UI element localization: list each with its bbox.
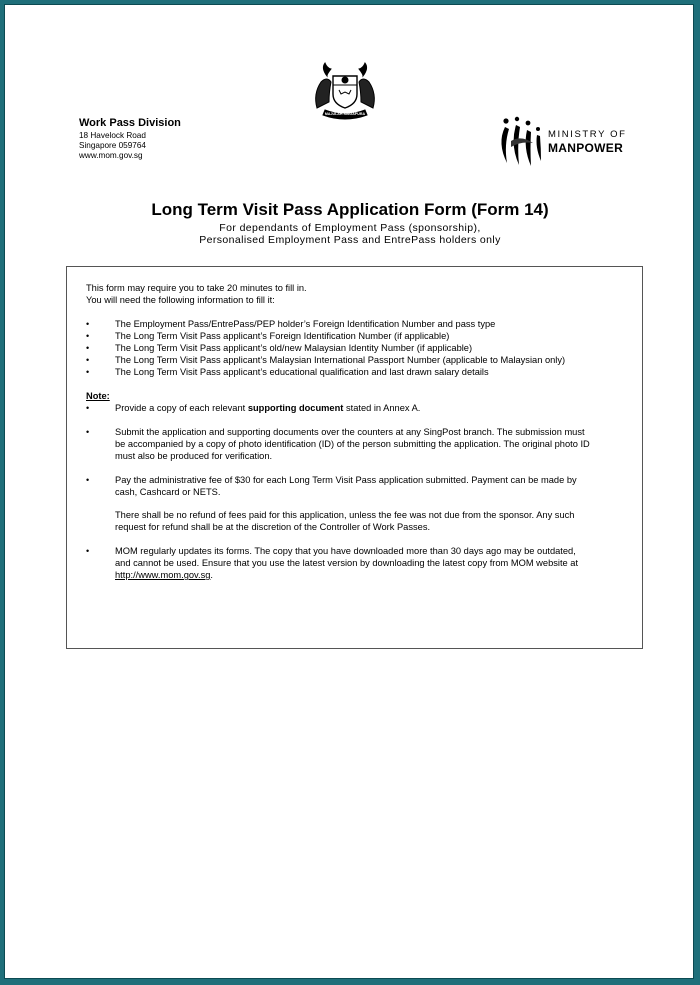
ministry-line2: MANPOWER: [548, 141, 624, 155]
bullet: •: [86, 367, 90, 377]
note-item: cash, Cashcard or NETS.: [115, 487, 221, 497]
crest-motto: MAJULAH SINGAPURA: [324, 112, 366, 116]
intro-text: You will need the following information to fill it:: [86, 295, 275, 305]
form-title: Long Term Visit Pass Application Form (Form 14): [151, 200, 549, 219]
bullet: •: [86, 403, 90, 413]
address-block: [79, 117, 181, 161]
bullet: •: [86, 546, 90, 556]
note-item: and cannot be used. Ensure that you use the latest version by downloading the latest copy from MOM website at: [115, 558, 579, 568]
form-subtitle: For dependants of Employment Pass (sponsorship),: [219, 222, 481, 234]
address-line: 18 Havelock Road: [79, 131, 146, 140]
list-item: The Long Term Visit Pass applicant’s Malaysian International Passport Number (applicable to Malaysian only): [115, 355, 566, 365]
form-subtitle: Personalised Employment Pass and EntrePass holders only: [199, 234, 501, 246]
note-text: .: [210, 570, 214, 580]
bullet: •: [86, 319, 90, 329]
ministry-name: [548, 129, 626, 155]
supporting-document-emphasis: supporting document: [247, 403, 344, 413]
note-item: be accompanied by a copy of photo identification (ID) of the person submitting the application. The original photo ID: [115, 439, 590, 449]
list-item: The Long Term Visit Pass applicant’s educational qualification and last drawn salary details: [115, 367, 489, 377]
note-item: must also be produced for verification.: [115, 451, 273, 461]
bullet: •: [86, 343, 90, 353]
bullet: •: [86, 331, 90, 341]
coat-of-arms-icon: [303, 62, 387, 120]
address-line: Singapore 059764: [79, 141, 146, 150]
address-line: www.mom.gov.sg: [79, 151, 143, 160]
note-item: request for refund shall be at the discretion of the Controller of Work Passes.: [115, 522, 431, 532]
list-item: The Employment Pass/EntrePass/PEP holder’s Foreign Identification Number and pass type: [115, 319, 496, 329]
list-item: The Long Term Visit Pass applicant’s old/new Malaysian Identity Number (if applicable): [115, 343, 473, 353]
ministry-line1: MINISTRY OF: [548, 129, 627, 140]
list-item: The Long Term Visit Pass applicant’s Foreign Identification Number (if applicable): [115, 331, 450, 341]
bullet: •: [86, 475, 90, 485]
mom-website-link[interactable]: http://www.mom.gov.sg: [115, 570, 211, 580]
bullet: •: [86, 427, 90, 437]
note-label: Note:: [86, 391, 110, 401]
note-item: There shall be no refund of fees paid for this application, unless the fee was not due from the sponsor. Any such: [115, 510, 575, 520]
note-text: stated in Annex A.: [343, 403, 421, 413]
note-text: Provide a copy of each relevant: [115, 403, 248, 413]
note-item: [115, 402, 420, 414]
division-name: Work Pass Division: [79, 117, 181, 129]
intro-text: This form may require you to take 20 minutes to fill in.: [86, 283, 307, 293]
note-item: Submit the application and supporting documents over the counters at any SingPost branch. The submission must: [115, 427, 585, 437]
note-item: [115, 569, 213, 581]
bullet: •: [86, 355, 90, 365]
note-item: Pay the administrative fee of $30 for each Long Term Visit Pass application submitted. Payment can be made by: [115, 475, 577, 485]
note-item: MOM regularly updates its forms. The copy that you have downloaded more than 30 days ago may be outdated,: [115, 546, 576, 556]
